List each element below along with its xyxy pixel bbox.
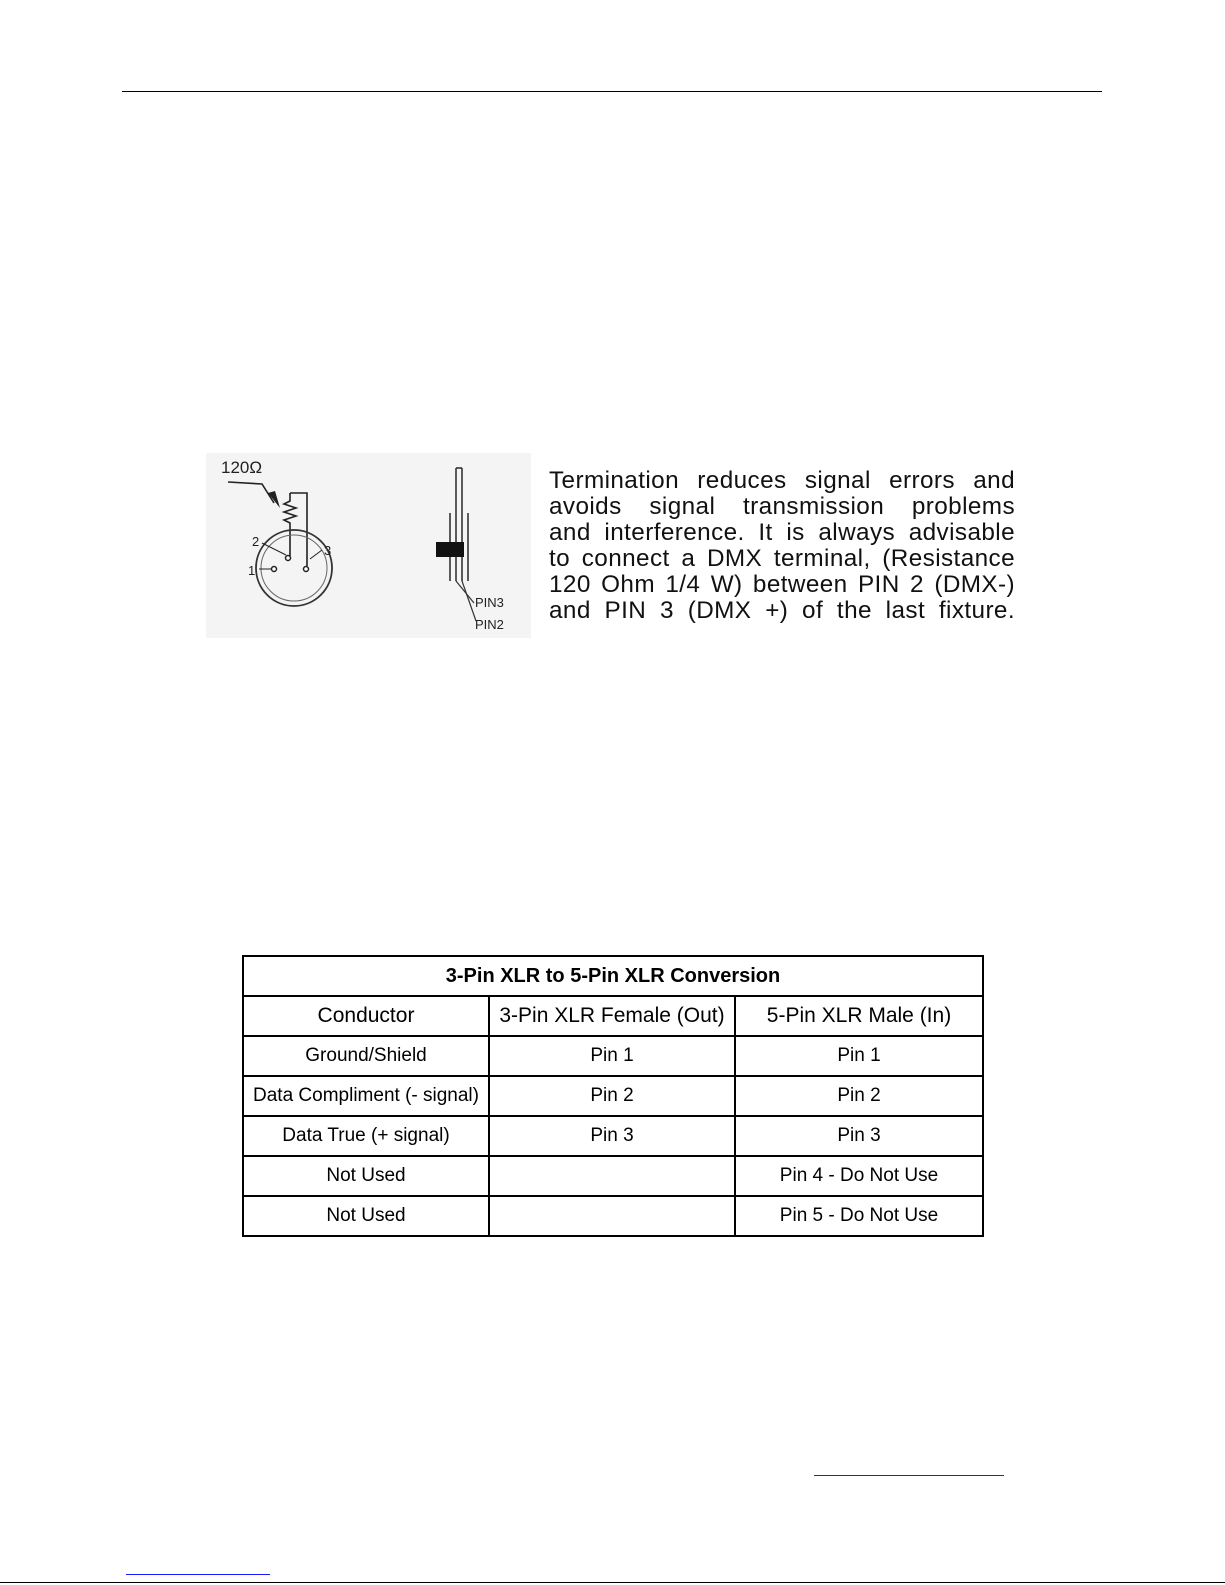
column-header: 5-Pin XLR Male (In) — [735, 996, 983, 1036]
arrow-line — [228, 482, 274, 503]
resistor-symbol — [284, 493, 296, 556]
table-cell: Ground/Shield — [243, 1036, 489, 1076]
table-row — [243, 1156, 983, 1196]
pin-2-dot — [286, 556, 291, 561]
termination-paragraph — [549, 468, 1015, 624]
pin-2-leader — [262, 543, 286, 555]
plug-pin3-label: PIN3 — [475, 595, 504, 610]
column-header: Conductor — [243, 996, 489, 1036]
table-cell: Pin 5 - Do Not Use — [735, 1196, 983, 1236]
footer-rule — [0, 1582, 1225, 1583]
table-cell: Not Used — [243, 1156, 489, 1196]
termination-line: 120 Ohm 1/4 W) between PIN 2 (DMX-) — [549, 571, 1015, 598]
termination-line: and interference. It is always advisable — [549, 519, 1015, 546]
plug-body — [436, 542, 464, 557]
pin2-leader — [462, 581, 476, 621]
table-cell: Pin 2 — [735, 1076, 983, 1116]
table-cell: Pin 3 — [489, 1116, 735, 1156]
pin-1-dot — [272, 567, 277, 572]
table-cell: Pin 4 - Do Not Use — [735, 1156, 983, 1196]
termination-diagram — [206, 453, 531, 638]
pin-1-label: 1 — [248, 563, 256, 578]
table-cell: Pin 1 — [735, 1036, 983, 1076]
table-row — [243, 1196, 983, 1236]
connector-inner — [261, 535, 327, 601]
termination-line: and PIN 3 (DMX +) of the last fixture. — [549, 597, 1015, 624]
hyperlink-underline[interactable] — [814, 1475, 1004, 1476]
table-cell: Data True (+ signal) — [243, 1116, 489, 1156]
table-cell: Not Used — [243, 1196, 489, 1236]
termination-line: Termination reduces signal errors and — [549, 467, 1015, 494]
table-row — [243, 1036, 983, 1076]
pin-3-leader — [310, 550, 322, 559]
plug-pin2-label: PIN2 — [475, 617, 504, 632]
table-cell: Data Compliment (- signal) — [243, 1076, 489, 1116]
table-row — [243, 1116, 983, 1156]
pin-3-dot — [304, 567, 309, 572]
table-row — [243, 1076, 983, 1116]
pin-2-label: 2 — [252, 534, 260, 549]
xlr-conversion-table — [242, 955, 984, 1237]
arrow-head — [268, 491, 280, 508]
table-cell: Pin 2 — [489, 1076, 735, 1116]
footer-link-underline[interactable] — [126, 1574, 270, 1575]
table-header-row — [243, 996, 983, 1036]
table-cell — [489, 1196, 735, 1236]
termination-line: avoids signal transmission problems — [549, 493, 1015, 520]
resistor-value-label: 120Ω — [221, 458, 263, 477]
xlr-termination-drawing — [206, 453, 531, 638]
table-cell: Pin 1 — [489, 1036, 735, 1076]
column-header: 3-Pin XLR Female (Out) — [489, 996, 735, 1036]
pin3-leader — [456, 581, 474, 603]
table-cell — [489, 1156, 735, 1196]
table-cell: Pin 3 — [735, 1116, 983, 1156]
termination-line: to connect a DMX terminal, (Resistance — [549, 545, 1015, 572]
pin-3-label: 3 — [324, 543, 332, 558]
table-title: 3-Pin XLR to 5-Pin XLR Conversion — [243, 956, 983, 996]
header-rule — [122, 91, 1102, 92]
connector-outline — [256, 530, 332, 606]
